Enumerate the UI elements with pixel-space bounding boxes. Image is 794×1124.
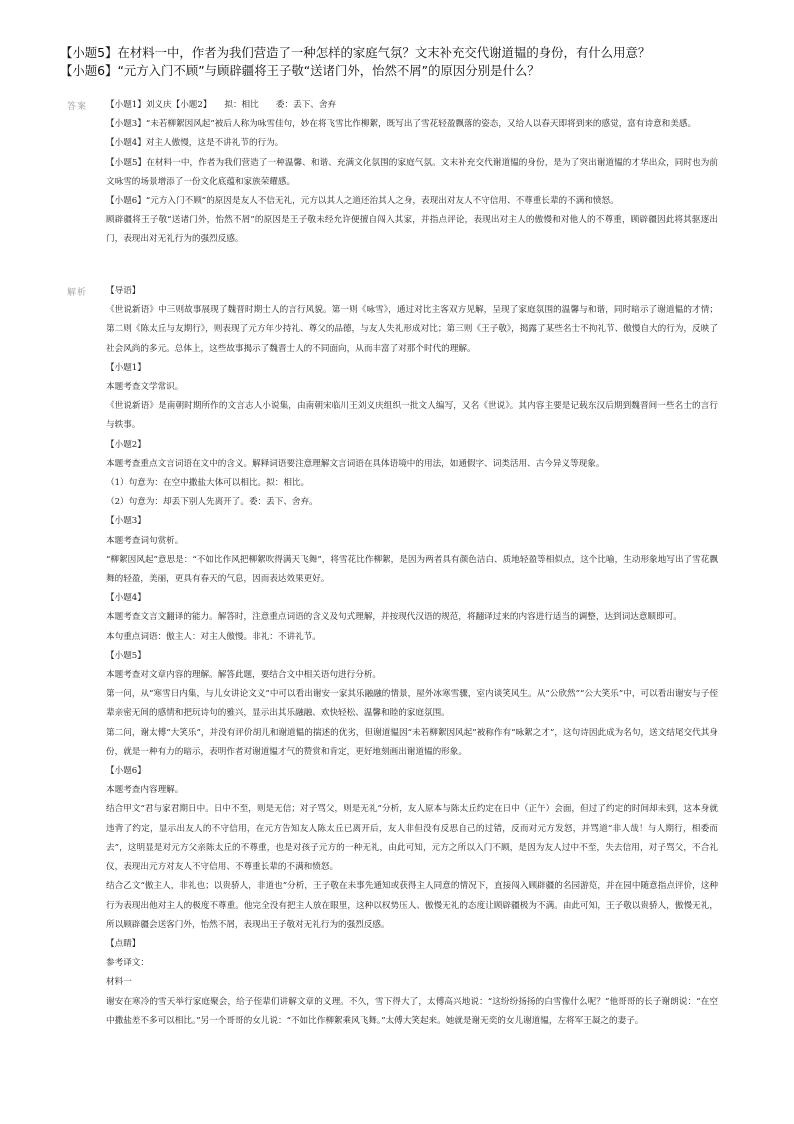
question-list	[60, 44, 780, 80]
answer-line: 【小题6】“元方入门不顾”的原因是友人不信无礼，元方以其人之道还治其人之身，表现出对友人不守信用、不尊重长辈的不满和愤怒。	[106, 196, 619, 207]
answer-label: 答案	[67, 102, 88, 112]
analysis-line: 本题考查内容理解。	[106, 785, 184, 796]
answer-line: 【小题4】对主人傲慢，这是不讲礼节的行为。	[106, 138, 284, 149]
analysis-line: 结合乙文“傲主人，非礼也；以贵骄人，非道也”分析，王子敬在未事先通知或获得主人同意的情况下，直接闯入顾辟疆的名园游览，并在园中随意指点评价，这种行为表现出他对主人的极度不尊重。他完全没有把主人放在眼里，这种以权势压人、傲慢无礼的态度让顾辟疆极为不满。由此可知，王子敬以贵骄人，傲慢无礼，所以顾辟疆会送客门外，怡然不屑，表现出王子敬对无礼行为的强烈反感。	[106, 881, 718, 930]
analysis-line: 【小题6】	[106, 766, 146, 777]
answer-body	[106, 96, 718, 250]
analysis-line: 结合甲文“君与家君期日中。日中不至，则是无信；对子骂父，则是无礼”分析，友人原本与陈太丘约定在日中（正午）会面，但过了约定的时间却未到，这本身就违背了约定，显示出友人的不守信用，在元方告知友人陈太丘已离开后，友人非但没有反思自己的过错，反而对元方发怒，并骂道“非人哉！与人期行，相委而去”，这明显是对元方父亲陈太丘的不尊重，也是对孩子元方的一种无礼，由此可知，元方之所以入门不顾，是因为友人过中不至，失去信用，对子骂父，不合礼仪，表现出元方对友人不守信用、不尊重长辈的不满和愤怒。	[106, 804, 718, 873]
question-6: 【小题6】“元方入门不顾”与顾辟疆将王子敬“送诸门外，怡然不屑”的原因分别是什么？	[60, 63, 540, 78]
analysis-line: 本题考查对文章内容的理解。解答此题，要结合文中相关语句进行分析。	[106, 670, 382, 681]
analysis-label: 解析	[67, 288, 88, 298]
analysis-line: 本题考查重点文言词语在文中的含义。解释词语要注意理解文言词语在具体语境中的用法，如通假字、词类活用、古今异义等现象。	[106, 458, 605, 469]
answer-line: 顾辟疆将王子敬“送诸门外，怡然不屑”的原因是王子敬未经允许便擅自闯入其家，并指点评论，表现出对主人的傲慢和对他人的不尊重，顾辟疆因此将其驱逐出门，表现出对无礼行为的强烈反感。	[106, 215, 718, 245]
analysis-line: 【小题3】	[106, 516, 146, 527]
analysis-line: 本题考查词句赏析。	[106, 535, 184, 546]
analysis-body	[106, 282, 718, 1031]
analysis-line: 【小题4】	[106, 593, 146, 604]
analysis-line: 【导语】	[106, 286, 141, 296]
analysis-line: 【点睛】	[106, 938, 141, 949]
analysis-line: 【小题2】	[106, 439, 146, 450]
analysis-line: 【小题1】	[106, 362, 146, 373]
analysis-line: 参考译文：	[106, 958, 149, 969]
analysis-line: 谢安在寒冷的雪天举行家庭聚会，给子侄辈们讲解文章的义理。不久，雪下得大了，太傅高兴地说：“这纷纷扬扬的白雪像什么呢？”他哥哥的长子谢朗说：“在空中撒盐差不多可以相比。”另一个哥哥的女儿说：“不如比作柳絮乘风飞舞。”太傅大笑起来。她就是谢无奕的女儿谢道韫，左将军王凝之的妻子。	[106, 996, 718, 1026]
analysis-line: 本题考查文学常识。	[106, 382, 184, 393]
analysis-line: “柳絮因风起”意思是：“不如比作风把柳絮吹得满天飞舞”，将雪花比作柳絮，是因为两者具有颜色洁白、质地轻盈等相似点，这个比喻，生动形象地写出了雪花飘舞的轻盈，美丽，更具有春天的气息，因而表达效果更好。	[106, 554, 718, 585]
question-5: 【小题5】在材料一中，作者为我们营造了一种怎样的家庭气氛？文末补充交代谢道韫的身份，有什么用意？	[60, 45, 651, 60]
answer-line: 【小题1】刘义庆【小题2】 拟：相比 委：丢下、舍弃	[106, 100, 337, 110]
analysis-line: （2）句意为：却丢下别人先离开了。委：丢下、舍弃。	[106, 497, 318, 508]
analysis-line: （1）句意为：在空中撒盐大体可以相比。拟：相比。	[106, 478, 310, 489]
analysis-line: 本句重点词语：傲主人：对主人傲慢。非礼：不讲礼节。	[106, 631, 321, 642]
analysis-line: 本题考查文言文翻译的能力。解答时，注意重点词语的含义及句式理解，并按现代汉语的规范，将翻译过来的内容进行适当的调整，达到词达意顺即可。	[106, 612, 682, 623]
answer-line: 【小题3】“未若柳絮因风起”被后人称为咏雪佳句，妙在将飞雪比作柳絮，既写出了雪花轻盈飘落的姿态，又给人以春天即将到来的感觉，富有诗意和美感。	[106, 119, 697, 130]
analysis-line: 《世说新语》中三则故事展现了魏晋时期士人的言行风貌。第一则《咏雪》，通过对比主客双方见解，呈现了家庭氛围的温馨与和谐，同时暗示了谢道韫的才情；第二则《陈太丘与友期行》，则表现了元方年少持礼、尊父的品德，与友人失礼形成对比；第三则《王子敬》，揭露了某些名士不拘礼节、傲慢自大的行为，反映了社会风尚的多元。总体上，这些故事揭示了魏晋士人的不同面向，从而丰富了对那个时代的理解。	[106, 305, 718, 354]
analysis-line: 第一问，从“寒雪日内集，与儿女讲论文义”中可以看出谢安一家其乐融融的情景，屋外冰寒雪骤，室内谈笑风生。从“公欣然”“公大笑乐”中，可以看出谢安与子侄辈亲密无间的感情和把玩诗句的雅兴，显示出其乐融融、欢快轻松、温馨和睦的家庭氛围。	[106, 689, 718, 719]
analysis-line: 材料一	[106, 977, 132, 988]
analysis-line: 《世说新语》是南朝时期所作的文言志人小说集，由南朝宋临川王刘义庆组织一批文人编写，又名《世说》。其内容主要是记载东汉后期到魏晋间一些名士的言行与轶事。	[106, 401, 718, 431]
answer-line: 【小题5】在材料一中，作者为我们营造了一种温馨、和谐、充满文化氛围的家庭气氛。文末补充交代谢道韫的身份，是为了突出谢道韫的才华出众，同时也为前文咏雪的场景增添了一份文化底蕴和家族荣耀感。	[106, 157, 718, 187]
analysis-line: 第二问，谢太傅“大笑乐”，并没有评价胡儿和谢道韫的揣述的优劣，但谢道韫因“未若柳絮因风起”被称作有“咏絮之才”，这句诗因此成为名句，送文结尾交代其身份，就是一种有力的暗示，表明作者对谢道韫才气的赞赏和肯定，更好地刻画出谢道韫的形象。	[106, 727, 718, 757]
analysis-line: 【小题5】	[106, 650, 146, 661]
